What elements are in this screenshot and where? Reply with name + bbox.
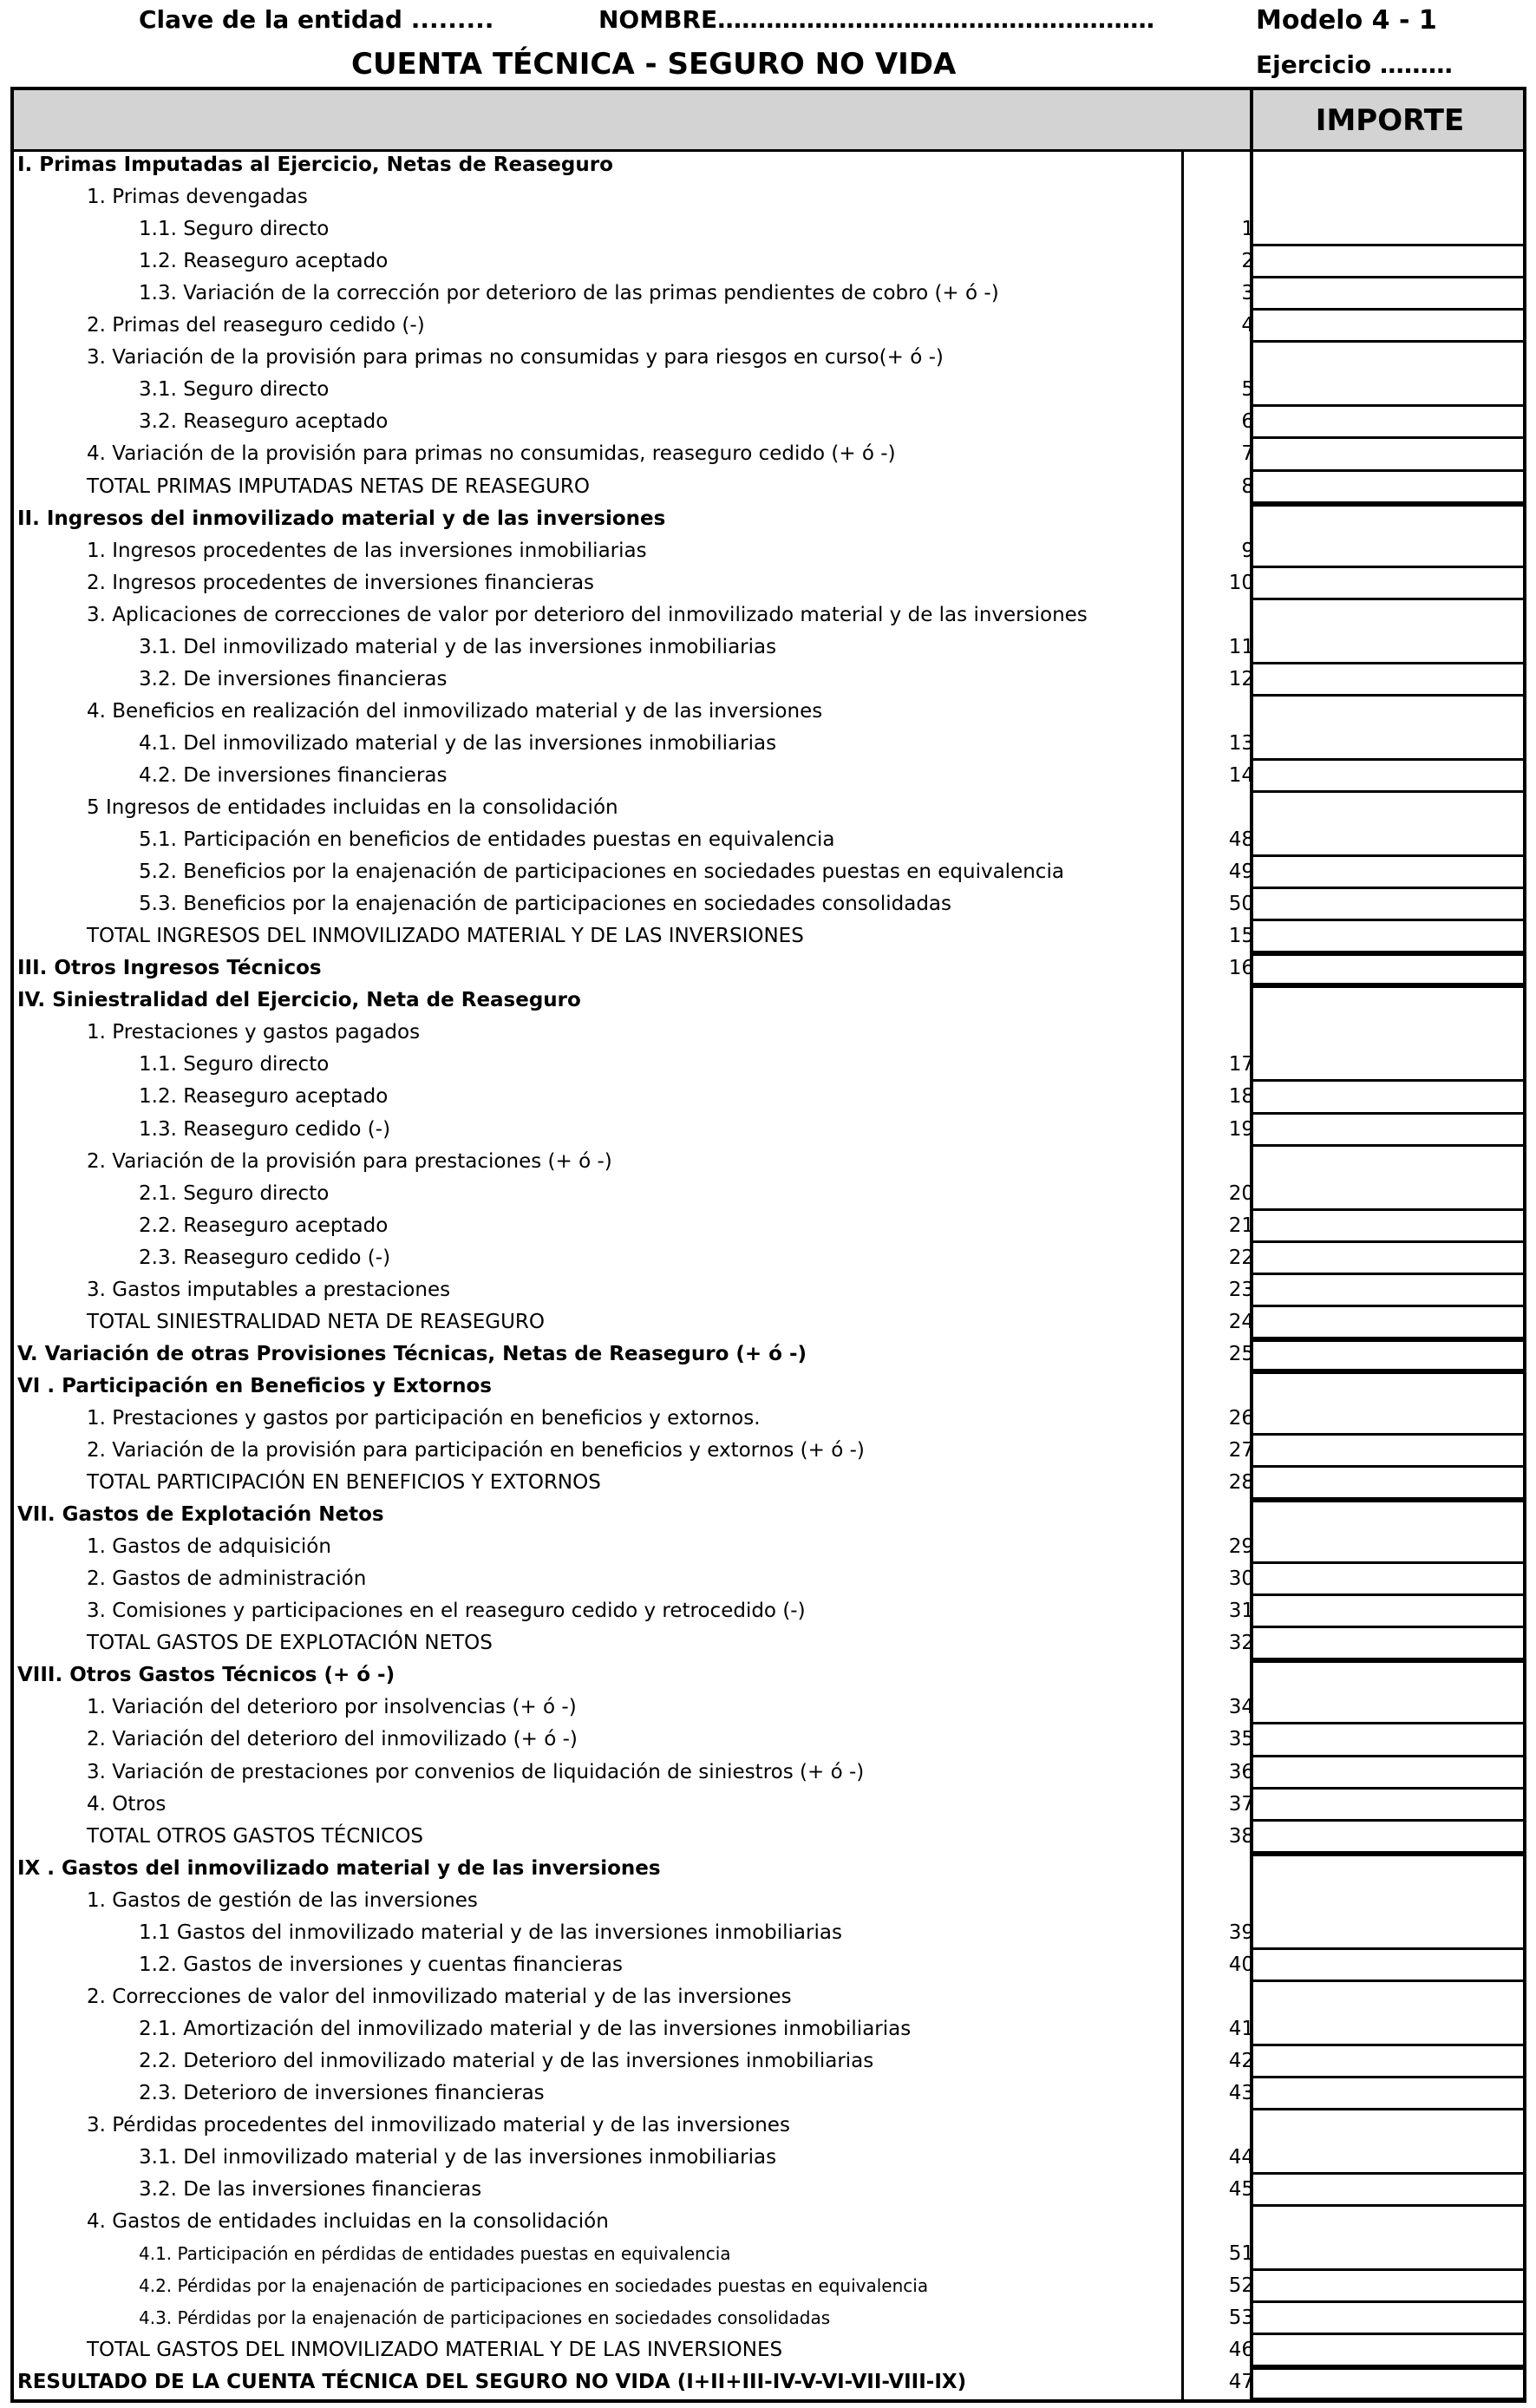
table-row (14, 471, 1523, 503)
table-row (14, 1371, 1523, 1403)
row-code: 9 (1241, 539, 1254, 562)
row-label: 5.3. Beneficios por la enajenación de participaciones en sociedades consolidadas (139, 893, 952, 916)
row-label: TOTAL GASTOS DEL INMOVILIZADO MATERIAL Y DE LAS INVERSIONES (87, 2339, 783, 2362)
table-row (14, 1081, 1523, 1113)
row-label: 3. Aplicaciones de correcciones de valor por deterioro del inmovilizado material y de las inversiones (87, 603, 1088, 626)
table-row (14, 1821, 1523, 1853)
row-code: 27 (1228, 1439, 1254, 1462)
row-code: 38 (1228, 1824, 1254, 1848)
row-label: 1. Prestaciones y gastos pagados (87, 1021, 421, 1044)
row-code: 48 (1228, 828, 1254, 852)
table-row (14, 2078, 1523, 2110)
row-code: 52 (1228, 2274, 1254, 2298)
table-row (14, 696, 1523, 728)
table-row (14, 342, 1523, 374)
table-row (14, 149, 1523, 181)
row-label: VII. Gastos de Explotación Netos (17, 1503, 384, 1527)
table-row (14, 1435, 1523, 1467)
row-label: 2.1. Amortización del inmovilizado material y de las inversiones inmobiliarias (139, 2017, 912, 2040)
row-label: 1.1. Seguro directo (139, 218, 330, 241)
row-code: 18 (1228, 1085, 1254, 1109)
table-row (14, 1499, 1523, 1531)
row-code: 21 (1228, 1214, 1254, 1237)
row-code: 2 (1241, 250, 1254, 273)
row-code: 34 (1228, 1696, 1254, 1719)
amount-column-header: IMPORTE (1315, 103, 1465, 138)
row-label: 2. Ingresos procedentes de inversiones financieras (87, 571, 595, 594)
table-row (14, 2270, 1523, 2302)
row-code: 17 (1228, 1053, 1254, 1076)
row-label: 3.1. Seguro directo (139, 378, 330, 402)
table-row (14, 1403, 1523, 1435)
row-label: 1.1. Seguro directo (139, 1053, 330, 1076)
table-row (14, 1627, 1523, 1659)
table-row (14, 1595, 1523, 1627)
row-code: 24 (1228, 1310, 1254, 1333)
row-code: 15 (1228, 925, 1254, 948)
row-label: 1.2. Reaseguro aceptado (139, 1085, 389, 1109)
row-code: 41 (1228, 2017, 1254, 2040)
row-code: 7 (1241, 442, 1254, 466)
row-label: IX . Gastos del inmovilizado material y de las inversiones (17, 1856, 661, 1880)
row-code: 36 (1228, 1760, 1254, 1783)
table-row (14, 856, 1523, 888)
table-row (14, 1789, 1523, 1821)
row-label: III. Otros Ingresos Técnicos (17, 957, 322, 980)
row-code: 29 (1228, 1535, 1254, 1559)
row-label: VI . Participación en Beneficios y Extornos (17, 1374, 492, 1397)
table-row (14, 1691, 1523, 1724)
row-code: 43 (1228, 2082, 1254, 2104)
table-row (14, 2238, 1523, 2270)
row-code: 10 (1228, 571, 1254, 594)
row-label: 2.3. Reaseguro cedido (-) (139, 1246, 391, 1269)
row-code: 28 (1228, 1471, 1254, 1495)
row-label: 1. Ingresos procedentes de las inversiones inmobiliarias (87, 539, 647, 562)
table-row (14, 631, 1523, 664)
table-row (14, 567, 1523, 599)
row-label: 1.3. Reaseguro cedido (-) (139, 1117, 391, 1141)
row-code: 37 (1228, 1792, 1254, 1816)
row-label: 4. Variación de la provisión para primas no consumidas, reaseguro cedido (+ ó -) (87, 442, 896, 466)
row-label: 2. Variación de la provisión para prestaciones (+ ó -) (87, 1149, 612, 1173)
table-row (14, 599, 1523, 631)
row-code: 13 (1228, 731, 1254, 755)
table-row (14, 1017, 1523, 1049)
table-row (14, 1853, 1523, 1885)
row-label: 2.3. Deterioro de inversiones financieras (139, 2082, 545, 2104)
model-label: Modelo 4 - 1 (1256, 5, 1437, 36)
table-row (14, 1885, 1523, 1917)
table-row (14, 1563, 1523, 1595)
table-row (14, 438, 1523, 470)
row-code: 3 (1241, 282, 1254, 305)
row-label: 3.1. Del inmovilizado material y de las inversiones inmobiliarias (139, 635, 777, 658)
row-label: TOTAL INGRESOS DEL INMOVILIZADO MATERIAL Y DE LAS INVERSIONES (87, 925, 804, 948)
table-row (14, 2013, 1523, 2045)
row-label: 1.2. Gastos de inversiones y cuentas financieras (139, 1953, 623, 1976)
row-label: 3. Variación de la provisión para primas no consumidas y para riesgos en curso(+ ó -) (87, 346, 944, 370)
row-label: 5.2. Beneficios por la enajenación de participaciones en sociedades puestas en equivalencia (139, 860, 1064, 884)
row-code: 26 (1228, 1406, 1254, 1430)
row-code: 49 (1228, 860, 1254, 884)
table-row (14, 952, 1523, 985)
amount-field-line[interactable] (1253, 2398, 1523, 2400)
row-label: 2.2. Deterioro del inmovilizado material y de las inversiones inmobiliarias (139, 2049, 874, 2072)
row-label: TOTAL PARTICIPACIÓN EN BENEFICIOS Y EXTORNOS (87, 1471, 601, 1495)
table-row (14, 888, 1523, 920)
row-label: TOTAL GASTOS DE EXPLOTACIÓN NETOS (87, 1632, 493, 1655)
row-label: 4.1. Participación en pérdidas de entidades puestas en equivalencia (139, 2243, 731, 2265)
table-row (14, 1178, 1523, 1210)
table-row (14, 1306, 1523, 1338)
row-code: 42 (1228, 2049, 1254, 2072)
table-row (14, 1242, 1523, 1274)
table-row (14, 1467, 1523, 1499)
row-label: 3. Variación de prestaciones por convenios de liquidación de siniestros (+ ó -) (87, 1760, 865, 1783)
row-label: TOTAL OTROS GASTOS TÉCNICOS (87, 1824, 424, 1848)
row-label: 1. Gastos de adquisición (87, 1535, 331, 1559)
table-row (14, 728, 1523, 760)
row-label: 3.1. Del inmovilizado material y de las inversiones inmobiliarias (139, 2146, 777, 2169)
row-code: 22 (1228, 1246, 1254, 1269)
row-label: 3.2. De inversiones financieras (139, 667, 448, 690)
table-row (14, 310, 1523, 342)
row-code: 6 (1241, 410, 1254, 434)
table-row (14, 1949, 1523, 1981)
row-label: 4.2. De inversiones financieras (139, 763, 448, 787)
row-label: V. Variación de otras Provisiones Técnicas, Netas de Reaseguro (+ ó -) (17, 1342, 807, 1365)
row-label: 4. Gastos de entidades incluidas en la consolidación (87, 2210, 609, 2234)
table-row (14, 1724, 1523, 1756)
row-code: 19 (1228, 1117, 1254, 1141)
table-row (14, 1338, 1523, 1371)
table-row (14, 503, 1523, 535)
row-code: 25 (1228, 1342, 1254, 1365)
row-label: 2.1. Seguro directo (139, 1181, 330, 1205)
table-row (14, 1114, 1523, 1146)
table-row (14, 1757, 1523, 1789)
row-code: 8 (1241, 474, 1254, 498)
row-label: 1.2. Reaseguro aceptado (139, 250, 389, 273)
table-row (14, 2045, 1523, 2078)
row-label: 1. Variación del deterioro por insolvencias (+ ó -) (87, 1696, 577, 1719)
row-label: 1. Prestaciones y gastos por participación en beneficios y extornos. (87, 1406, 761, 1430)
row-label: 2.2. Reaseguro aceptado (139, 1214, 389, 1237)
table-row (14, 760, 1523, 792)
row-code: 44 (1228, 2146, 1254, 2169)
row-label: 1. Primas devengadas (87, 186, 308, 209)
table-row (14, 1917, 1523, 1949)
row-label: 4.2. Pérdidas por la enajenación de participaciones en sociedades puestas en equivalencia (139, 2275, 929, 2297)
row-code: 5 (1241, 378, 1254, 402)
table-row (14, 1049, 1523, 1081)
row-code: 4 (1241, 314, 1254, 337)
table-row (14, 374, 1523, 406)
table-row (14, 792, 1523, 824)
table-row (14, 1210, 1523, 1242)
table-row (14, 535, 1523, 567)
table-row (14, 278, 1523, 310)
account-table (10, 87, 1526, 2403)
row-code: 45 (1228, 2178, 1254, 2202)
table-row (14, 406, 1523, 438)
table-row (14, 2110, 1523, 2142)
row-code: 51 (1228, 2242, 1254, 2266)
table-row (14, 2174, 1523, 2206)
table-row (14, 2142, 1523, 2174)
row-label: VIII. Otros Gastos Técnicos (+ ó -) (17, 1664, 395, 1687)
table-row (14, 2206, 1523, 2238)
row-code: 35 (1228, 1728, 1254, 1751)
entity-key-label: Clave de la entidad ......... (139, 5, 494, 34)
row-label: 2. Gastos de administración (87, 1567, 367, 1591)
row-code: 23 (1228, 1278, 1254, 1301)
row-code: 53 (1228, 2307, 1254, 2330)
row-code: 1 (1241, 218, 1254, 241)
row-code: 16 (1228, 957, 1254, 980)
row-label: 1. Gastos de gestión de las inversiones (87, 1888, 478, 1912)
row-label: 4.3. Pérdidas por la enajenación de participaciones en sociedades consolidadas (139, 2307, 831, 2329)
account-rows (14, 149, 1523, 2399)
table-row (14, 213, 1523, 245)
row-label: IV. Siniestralidad del Ejercicio, Neta de Reaseguro (17, 989, 581, 1012)
table-row (14, 1274, 1523, 1306)
row-code: 32 (1228, 1632, 1254, 1655)
row-label: TOTAL SINIESTRALIDAD NETA DE REASEGURO (87, 1310, 545, 1333)
row-code: 46 (1228, 2339, 1254, 2362)
row-label: 3. Comisiones y participaciones en el reaseguro cedido y retrocedido (-) (87, 1600, 806, 1623)
row-label: 2. Correcciones de valor del inmovilizado material y de las inversiones (87, 1985, 792, 2008)
entity-name-label: NOMBRE……………………………………………… (598, 5, 1155, 34)
table-row (14, 1531, 1523, 1563)
row-code: 40 (1228, 1953, 1254, 1976)
fiscal-year-label: Ejercicio ……… (1256, 50, 1453, 79)
row-code: 20 (1228, 1181, 1254, 1205)
table-row (14, 985, 1523, 1017)
table-row (14, 920, 1523, 952)
row-label: 2. Primas del reaseguro cedido (-) (87, 314, 425, 337)
row-label: II. Ingresos del inmovilizado material y de las inversiones (17, 507, 666, 530)
table-row (14, 1146, 1523, 1178)
table-row (14, 1659, 1523, 1691)
table-row (14, 2302, 1523, 2334)
row-label: 1.3. Variación de la corrección por deterioro de las primas pendientes de cobro (+ ó -) (139, 282, 999, 305)
row-label: 3. Gastos imputables a prestaciones (87, 1278, 451, 1301)
row-label: 4. Beneficios en realización del inmovilizado material y de las inversiones (87, 699, 823, 723)
row-label: 4.1. Del inmovilizado material y de las inversiones inmobiliarias (139, 731, 777, 755)
row-label: 2. Variación de la provisión para participación en beneficios y extornos (+ ó -) (87, 1439, 865, 1462)
row-label: 3. Pérdidas procedentes del inmovilizado material y de las inversiones (87, 2114, 790, 2137)
row-label: I. Primas Imputadas al Ejercicio, Netas de Reaseguro (17, 154, 613, 176)
table-row (14, 181, 1523, 213)
row-code: 12 (1228, 667, 1254, 690)
table-row (14, 2334, 1523, 2366)
table-row (14, 824, 1523, 856)
row-code: 11 (1228, 635, 1254, 658)
row-label: TOTAL PRIMAS IMPUTADAS NETAS DE REASEGURO (87, 474, 590, 498)
table-row (14, 2366, 1523, 2398)
table-row (14, 664, 1523, 696)
row-label: 5 Ingresos de entidades incluidas en la consolidación (87, 796, 618, 819)
row-label: 1.1 Gastos del inmovilizado material y de las inversiones inmobiliarias (139, 1921, 842, 1944)
row-code: 31 (1228, 1600, 1254, 1623)
row-code: 50 (1228, 893, 1254, 916)
row-code: 47 (1228, 2371, 1254, 2394)
row-label: 3.2. Reaseguro aceptado (139, 410, 389, 434)
row-label: 2. Variación del deterioro del inmovilizado (+ ó -) (87, 1728, 578, 1751)
row-label: 3.2. De las inversiones financieras (139, 2178, 482, 2202)
row-code: 30 (1228, 1567, 1254, 1591)
row-label: RESULTADO DE LA CUENTA TÉCNICA DEL SEGURO NO VIDA (I+II+III-IV-V-VI-VII-VIII-IX) (17, 2371, 967, 2394)
form-title: CUENTA TÉCNICA - SEGURO NO VIDA (351, 47, 957, 82)
table-row (14, 1981, 1523, 2013)
row-code: 39 (1228, 1921, 1254, 1944)
row-label: 4. Otros (87, 1792, 167, 1816)
row-label: 5.1. Participación en beneficios de entidades puestas en equivalencia (139, 828, 835, 852)
table-row (14, 245, 1523, 278)
row-code: 14 (1228, 763, 1254, 787)
